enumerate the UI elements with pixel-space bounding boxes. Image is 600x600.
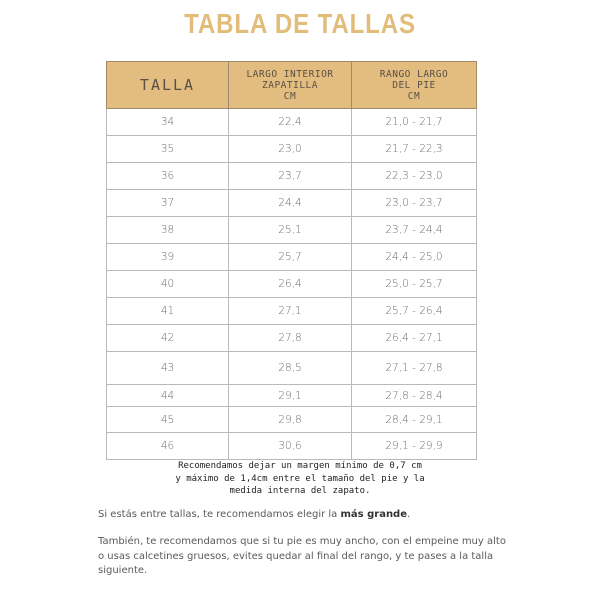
table-row bbox=[107, 385, 477, 407]
table-row bbox=[107, 136, 477, 163]
cell-talla: 37 bbox=[107, 190, 229, 217]
cell-rango: 25,0 - 25,7 bbox=[352, 271, 477, 298]
cell-rango: 21,0 - 21,7 bbox=[352, 109, 477, 136]
page-title: TABLA DE TALLAS bbox=[184, 8, 416, 39]
cell-largo: 23,0 bbox=[229, 136, 352, 163]
cell-rango: 29,1 - 29,9 bbox=[352, 433, 477, 460]
cell-rango: 26,4 - 27,1 bbox=[352, 325, 477, 352]
table-row bbox=[107, 298, 477, 325]
size-table bbox=[106, 61, 477, 460]
header-largo-interior: LARGO INTERIOR ZAPATILLA CM bbox=[229, 62, 352, 109]
cell-talla: 43 bbox=[107, 352, 229, 385]
cell-rango: 27,8 - 28,4 bbox=[352, 385, 477, 407]
between-sizes-tip: Si estás entre tallas, te recomendamos elegir la más grande. bbox=[98, 509, 411, 520]
cell-rango: 28,4 - 29,1 bbox=[352, 407, 477, 433]
table-row bbox=[107, 407, 477, 433]
cell-rango: 23,0 - 23,7 bbox=[352, 190, 477, 217]
table-row bbox=[107, 325, 477, 352]
table-row bbox=[107, 190, 477, 217]
table-header-row bbox=[107, 62, 477, 109]
cell-talla: 35 bbox=[107, 136, 229, 163]
cell-largo: 27,1 bbox=[229, 298, 352, 325]
cell-talla: 44 bbox=[107, 385, 229, 407]
table-row bbox=[107, 352, 477, 385]
cell-talla: 40 bbox=[107, 271, 229, 298]
cell-largo: 29,8 bbox=[229, 407, 352, 433]
cell-largo: 25,1 bbox=[229, 217, 352, 244]
table-row bbox=[107, 271, 477, 298]
cell-largo: 26,4 bbox=[229, 271, 352, 298]
cell-rango: 25,7 - 26,4 bbox=[352, 298, 477, 325]
cell-rango: 22,3 - 23,0 bbox=[352, 163, 477, 190]
cell-talla: 34 bbox=[107, 109, 229, 136]
cell-talla: 42 bbox=[107, 325, 229, 352]
cell-largo: 29,1 bbox=[229, 385, 352, 407]
wide-foot-tip: También, te recomendamos que si tu pie es muy ancho, con el empeine muy alto o usas calcetines gruesos, evites quedar al final del rango, y te pases a la talla siguiente. bbox=[98, 536, 506, 576]
cell-talla: 41 bbox=[107, 298, 229, 325]
emphasis-mas-grande: más grande bbox=[340, 509, 407, 520]
cell-talla: 36 bbox=[107, 163, 229, 190]
table-row bbox=[107, 244, 477, 271]
cell-largo: 23,7 bbox=[229, 163, 352, 190]
cell-largo: 27,8 bbox=[229, 325, 352, 352]
cell-rango: 23,7 - 24,4 bbox=[352, 217, 477, 244]
table-row bbox=[107, 163, 477, 190]
cell-largo: 25,7 bbox=[229, 244, 352, 271]
table-row bbox=[107, 433, 477, 460]
margin-recommendation-note: Recomendamos dejar un margen mínimo de 0,7 cm y máximo de 1,4cm entre el tamaño del pie y la medida interna del zapato. bbox=[175, 461, 425, 496]
cell-rango: 27,1 - 27,8 bbox=[352, 352, 477, 385]
cell-talla: 38 bbox=[107, 217, 229, 244]
cell-rango: 24,4 - 25,0 bbox=[352, 244, 477, 271]
cell-largo: 30,6 bbox=[229, 433, 352, 460]
header-talla: TALLA bbox=[107, 62, 229, 109]
cell-largo: 28,5 bbox=[229, 352, 352, 385]
cell-rango: 21,7 - 22,3 bbox=[352, 136, 477, 163]
cell-talla: 39 bbox=[107, 244, 229, 271]
cell-largo: 22,4 bbox=[229, 109, 352, 136]
table-row bbox=[107, 109, 477, 136]
table-row bbox=[107, 217, 477, 244]
cell-largo: 24,4 bbox=[229, 190, 352, 217]
cell-talla: 45 bbox=[107, 407, 229, 433]
cell-talla: 46 bbox=[107, 433, 229, 460]
header-rango-largo: RANGO LARGO DEL PIE CM bbox=[352, 62, 477, 109]
